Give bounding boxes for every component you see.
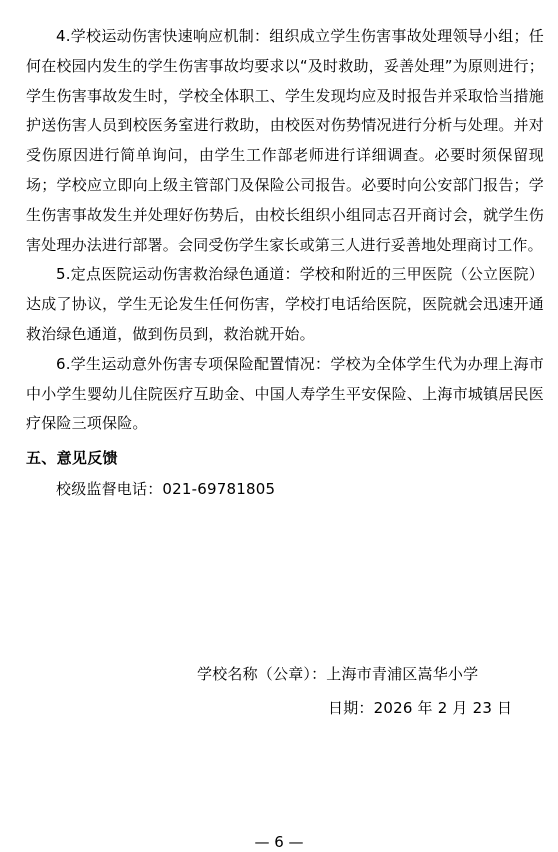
paragraph-injury-response: 4.学校运动伤害快速响应机制：组织成立学生伤害事故处理领导小组；任何在校园内发生的学生伤害事故均要求以“及时救助，妥善处理”为原则进行；学生伤害事故发生时，学校全体职工、学生发现均应及时报告并采取恰当措施护送伤害人员到校医务室进行救助，由校医对伤势情况进行分析与处理。并对受伤原因进行简单询问，由学生工作部老师进行详细调查。必要时须保留现场；学校应立即向上级主管部门及保险公司报告。必要时向公安部门报告；学生伤害事故发生并处理好伤势后，由校长组织小组同志召开商讨会，就学生伤害处理办法进行部署。会同受伤学生家长或第三人进行妥善地处理商讨工作。 <box>26 27 544 254</box>
page-number: — 6 — <box>254 833 304 851</box>
supervision-phone: 校级监督电话：021-69781805 <box>56 480 276 499</box>
document-body <box>26 22 544 505</box>
paragraph-hospital-channel: 5.定点医院运动伤害救治绿色通道：学校和附近的三甲医院（公立医院）达成了协议，学生无论发生任何伤害，学校打电话给医院，医院就会迅速开通救治绿色通道，做到伤员到，救治就开始。 <box>26 265 544 343</box>
paragraph-insurance: 6.学生运动意外伤害专项保险配置情况：学校为全体学生代为办理上海市中小学生婴幼儿住院医疗互助金、中国人寿学生平安保险、上海市城镇居民医疗保险三项保险。 <box>26 354 544 433</box>
section-heading-feedback: 五、意见反馈 <box>26 449 118 468</box>
document-date: 日期：2026 年 2 月 23 日 <box>328 699 513 717</box>
school-name-seal: 学校名称（公章）：上海市青浦区嵩华小学 <box>197 665 479 683</box>
